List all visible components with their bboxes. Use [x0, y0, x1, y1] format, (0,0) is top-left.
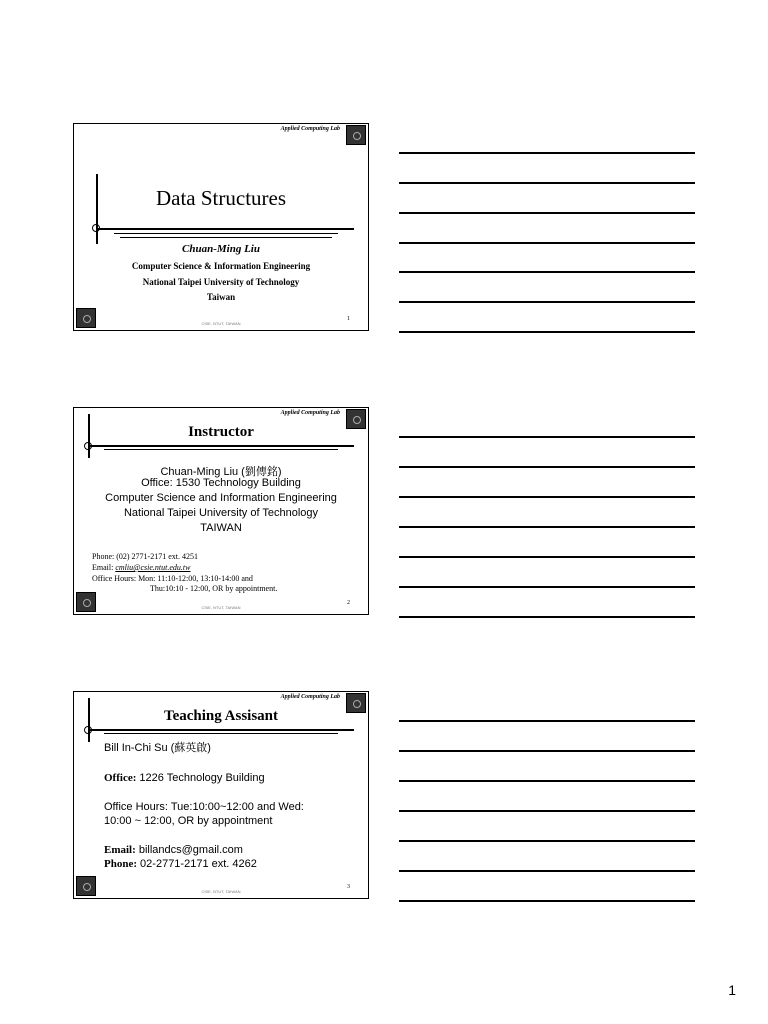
- note-line: [399, 556, 695, 558]
- decor-line: [120, 237, 332, 238]
- note-line: [399, 436, 695, 438]
- slide-footer: CSIE, NTUT, TAIWAN: [201, 889, 241, 894]
- email-label: Email:: [104, 844, 136, 856]
- phone-value: 02-2771-2171 ext. 4262: [137, 858, 257, 870]
- phone-label: Phone:: [104, 858, 137, 870]
- slide-footer: CSIE, NTUT, TAIWAN: [201, 605, 241, 610]
- university-logo-icon: [346, 125, 366, 145]
- slide-title: Data Structures: [155, 186, 287, 210]
- decor-line: [104, 449, 338, 450]
- decor-line: [104, 733, 338, 734]
- slide-footer: CSIE, NTUT, TAIWAN: [201, 321, 241, 326]
- slide-3: [73, 691, 369, 899]
- slide-page-number: 2: [347, 600, 350, 606]
- decor-line: [114, 233, 338, 234]
- ta-hours-line-2: 10:00 ~ 12:00, OR by appointment: [104, 815, 273, 827]
- university: National Taipei University of Technology: [142, 277, 300, 287]
- note-line: [399, 750, 695, 752]
- note-line: [399, 870, 695, 872]
- instructor-email-link[interactable]: cmliu@csie.ntut.edu.tw: [115, 563, 191, 572]
- note-line: [399, 586, 695, 588]
- office-hours-line-1: Office Hours: Mon: 11:10-12:00, 13:10-14:00 and: [92, 574, 253, 583]
- slide-page-number: 3: [347, 884, 350, 890]
- note-line: [399, 780, 695, 782]
- decor-line: [96, 228, 354, 230]
- instructor-university: National Taipei University of Technology: [123, 507, 319, 519]
- note-line: [399, 271, 695, 273]
- note-line: [399, 331, 695, 333]
- note-line: [399, 810, 695, 812]
- department: Computer Science & Information Engineering: [131, 261, 311, 271]
- instructor-email-row: [92, 562, 190, 573]
- ta-name: Bill In-Chi Su (蘇英啟): [104, 742, 211, 754]
- decor-line: [88, 445, 354, 447]
- ta-email: [104, 844, 243, 857]
- ta-phone: [104, 858, 257, 871]
- office-label: Office:: [104, 772, 137, 784]
- note-line: [399, 466, 695, 468]
- office-value: 1226 Technology Building: [136, 772, 265, 784]
- ta-email-value[interactable]: billandcs@gmail.com: [135, 844, 243, 856]
- note-line: [399, 840, 695, 842]
- note-line: [399, 182, 695, 184]
- instructor-office: Office: 1530 Technology Building: [141, 477, 301, 489]
- office-hours-line-2: Thu:10:10 - 12:00, OR by appointment.: [150, 584, 278, 593]
- note-line: [399, 496, 695, 498]
- note-line: [399, 526, 695, 528]
- ta-office: [104, 772, 265, 785]
- note-line: [399, 900, 695, 902]
- note-line: [399, 720, 695, 722]
- instructor-phone: Phone: (02) 2771-2171 ext. 4251: [92, 552, 198, 561]
- note-line: [399, 212, 695, 214]
- document-page-number: 1: [728, 982, 736, 998]
- note-line: [399, 152, 695, 154]
- email-label: Email:: [92, 563, 116, 572]
- decor-line: [88, 729, 354, 731]
- instructor-name: Chuan-Ming Liu (劉傳銘): [160, 466, 282, 478]
- slide-2: [73, 407, 369, 615]
- slide-title: Teaching Assisant: [163, 708, 279, 724]
- lab-label: Applied Computing Lab: [280, 410, 340, 416]
- country: Taiwan: [206, 292, 236, 302]
- note-line: [399, 242, 695, 244]
- slide-1: [73, 123, 369, 331]
- slide-page-number: 1: [347, 316, 350, 322]
- ta-hours-line-1: Office Hours: Tue:10:00~12:00 and Wed:: [104, 801, 304, 813]
- instructor-country: TAIWAN: [200, 522, 242, 534]
- lab-label: Applied Computing Lab: [280, 694, 340, 700]
- note-line: [399, 616, 695, 618]
- note-line: [399, 301, 695, 303]
- author-name: Chuan-Ming Liu: [182, 243, 260, 255]
- slide-title: Instructor: [188, 424, 254, 440]
- lab-label: Applied Computing Lab: [280, 126, 340, 132]
- instructor-dept: Computer Science and Information Engineering: [105, 492, 337, 504]
